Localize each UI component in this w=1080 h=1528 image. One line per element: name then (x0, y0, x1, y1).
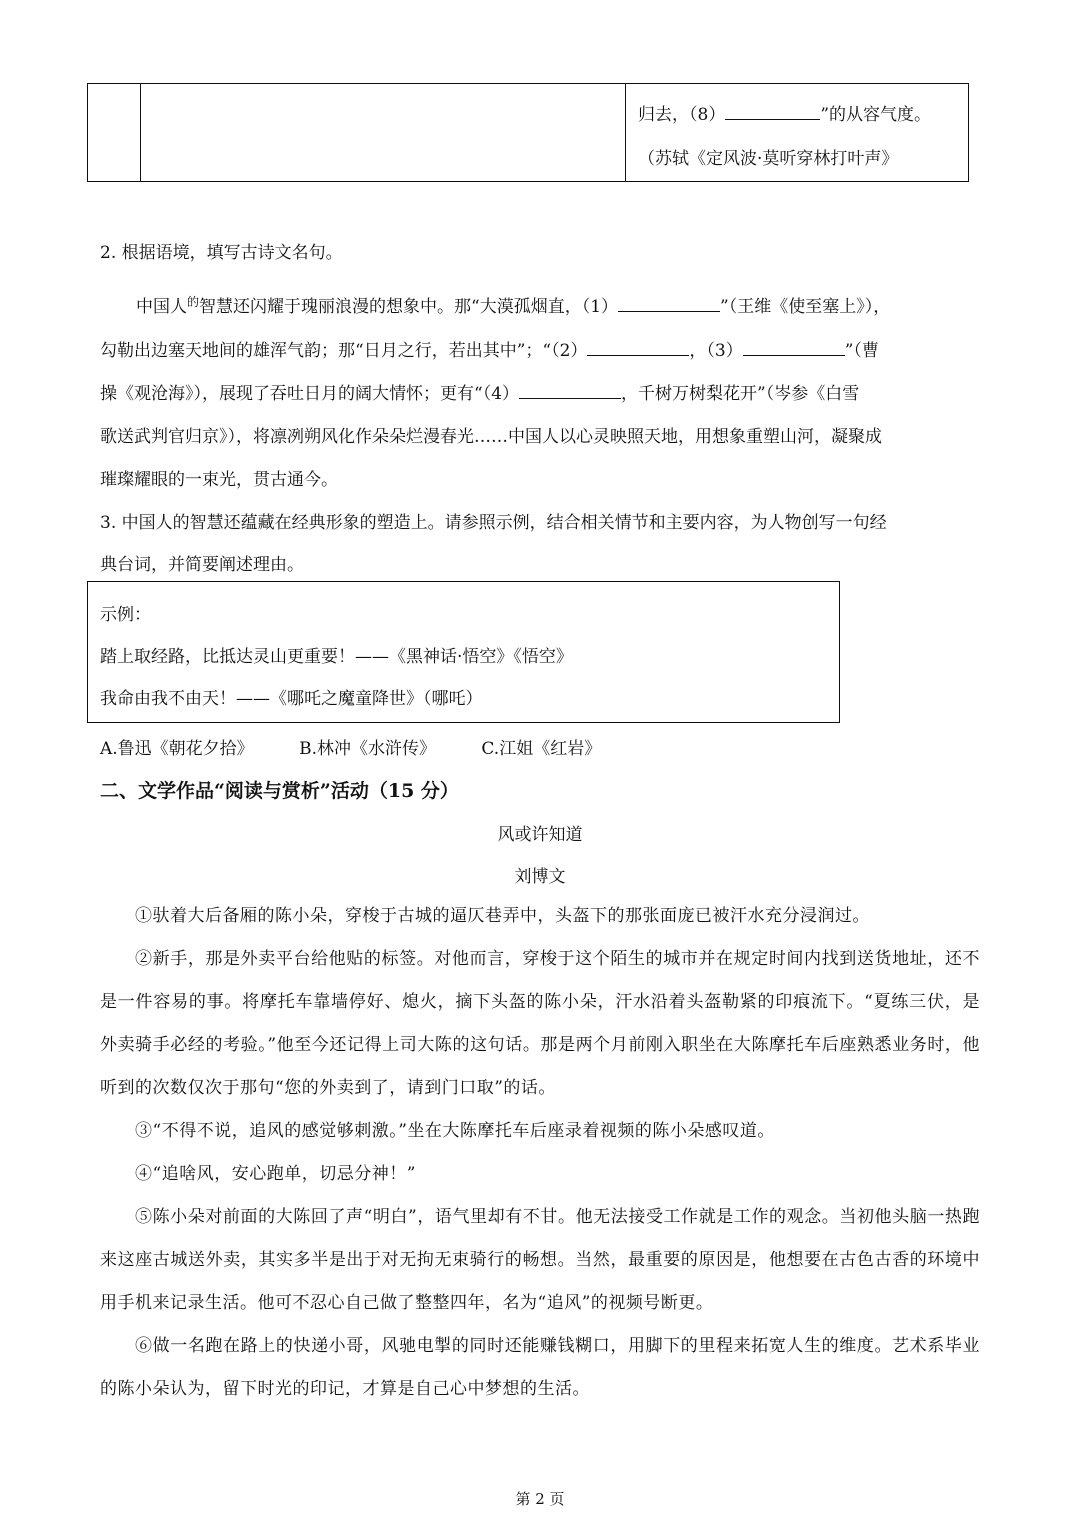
option-a[interactable]: A.鲁迅《朝花夕拾》 (100, 739, 254, 759)
text: ”（王维《使至塞上》）， (720, 297, 891, 317)
table-text: 归去，（8） (638, 105, 726, 125)
question-3-line: 3. 中国人的智慧还蕴藏在经典形象的塑造上。请参照示例，结合相关情节和主要内容，为人物创写一句经 (100, 513, 887, 533)
table-divider (140, 84, 141, 181)
question-3-line: 典台词，并简要阐述理由。 (100, 555, 304, 575)
table-cell-line (638, 100, 931, 125)
story-paragraph: ⑤陈小朵对前面的大陈回了声“明白”，语气里却有不甘。他无法接受工作就是工作的观念。当初他头脑一热跑来这座古城送外卖，其实多半是出于对无拘无束骑行的畅想。当然，最重要的原因是，他想要在古色古香的环境中用手机来记录生活。他可不忍心自己做了整整四年，名为“追风”的视频号断更。 (100, 1207, 980, 1313)
fill-blank-2[interactable] (587, 338, 689, 356)
fill-blank-4[interactable] (519, 381, 621, 399)
question-2-line (136, 292, 890, 317)
fill-blank-8[interactable] (725, 102, 820, 120)
story-title: 风或许知道 (497, 825, 583, 845)
section-title: 二、文学作品“阅读与赏析”活动（15 分） (100, 780, 459, 802)
question-2-line: 璀璨耀眼的一束光，贯古通今。 (100, 470, 338, 490)
question-2-heading: 2. 根据语境，填写古诗文名句。 (100, 243, 343, 263)
table-cell-line: （苏轼《定风波·莫听穿林打叶声》 (638, 149, 899, 169)
annotation: 的 (187, 295, 200, 309)
question-2-line (100, 336, 879, 361)
text: ，千树万树梨花开”（岑参《白雪 (621, 384, 860, 404)
table-divider (625, 84, 626, 181)
options (100, 734, 641, 759)
example-label: 示例： (100, 605, 151, 625)
text: ”（曹 (844, 341, 879, 361)
text: 操《观沧海》），展现了吞吐日月的阔大情怀；更有“（4） (100, 384, 520, 404)
story-author: 刘博文 (514, 867, 566, 887)
text: 勾勒出边塞天地间的雄浑气韵；那“日月之行，若出其中”；“（2） (100, 341, 588, 361)
page-number: 第 2 页 (515, 1490, 565, 1508)
story-paragraph: ②新手，那是外卖平台给他贴的标签。对他而言，穿梭于这个陌生的城市并在规定时间内找到送货地址，还不是一件容易的事。将摩托车靠墙停好、熄火，摘下头盔的陈小朵，汗水沿着头盔勒紧的印痕流下。“夏练三伏，是外卖骑手必经的考验。”他至今还记得上司大陈的这句话。那是两个月前刚入职坐在大陈摩托车后座熟悉业务时，他听到的次数仅次于那句“您的外卖到了，请到门口取”的话。 (100, 949, 980, 1098)
story-body (100, 895, 980, 1411)
story-paragraph: ③“不得不说，追风的感觉够刺激。”坐在大陈摩托车后座录着视频的陈小朵感叹道。 (135, 1121, 775, 1141)
story-paragraph: ④“追啥风，安心跑单，切忌分神！” (135, 1164, 416, 1184)
fill-blank-3[interactable] (743, 338, 845, 356)
text: 智慧还闪耀于瑰丽浪漫的想象中。那“大漠孤烟直，（1） (199, 297, 619, 317)
example-line-1: 踏上取经路，比抵达灵山更重要！——《黑神话·悟空》《悟空》 (100, 647, 573, 667)
option-b[interactable]: B.林冲《水浒传》 (299, 739, 436, 759)
option-c[interactable]: C.江姐《红岩》 (481, 739, 602, 759)
text: 中国人 (136, 297, 187, 317)
fill-blank-1[interactable] (618, 294, 720, 312)
example-line-2: 我命由我不由天！——《哪吒之魔童降世》（哪吒） (100, 689, 483, 709)
question-2-line: 歌送武判官归京》），将凛冽朔风化作朵朵烂漫春光……中国人以心灵映照天地，用想象重塑山河，凝聚成 (100, 427, 882, 447)
table-text: ”的从容气度。 (820, 105, 932, 125)
question-2-line (100, 379, 859, 404)
text: ，（3） (689, 341, 743, 361)
story-paragraph: ⑥做一名跑在路上的快递小哥，风驰电掣的同时还能赚钱糊口，用脚下的里程来拓宽人生的维度。艺术系毕业的陈小朵认为，留下时光的印记，才算是自己心中梦想的生活。 (100, 1336, 980, 1399)
story-paragraph: ①驮着大后备厢的陈小朵，穿梭于古城的逼仄巷弄中，头盔下的那张面庞已被汗水充分浸润过。 (135, 906, 870, 926)
